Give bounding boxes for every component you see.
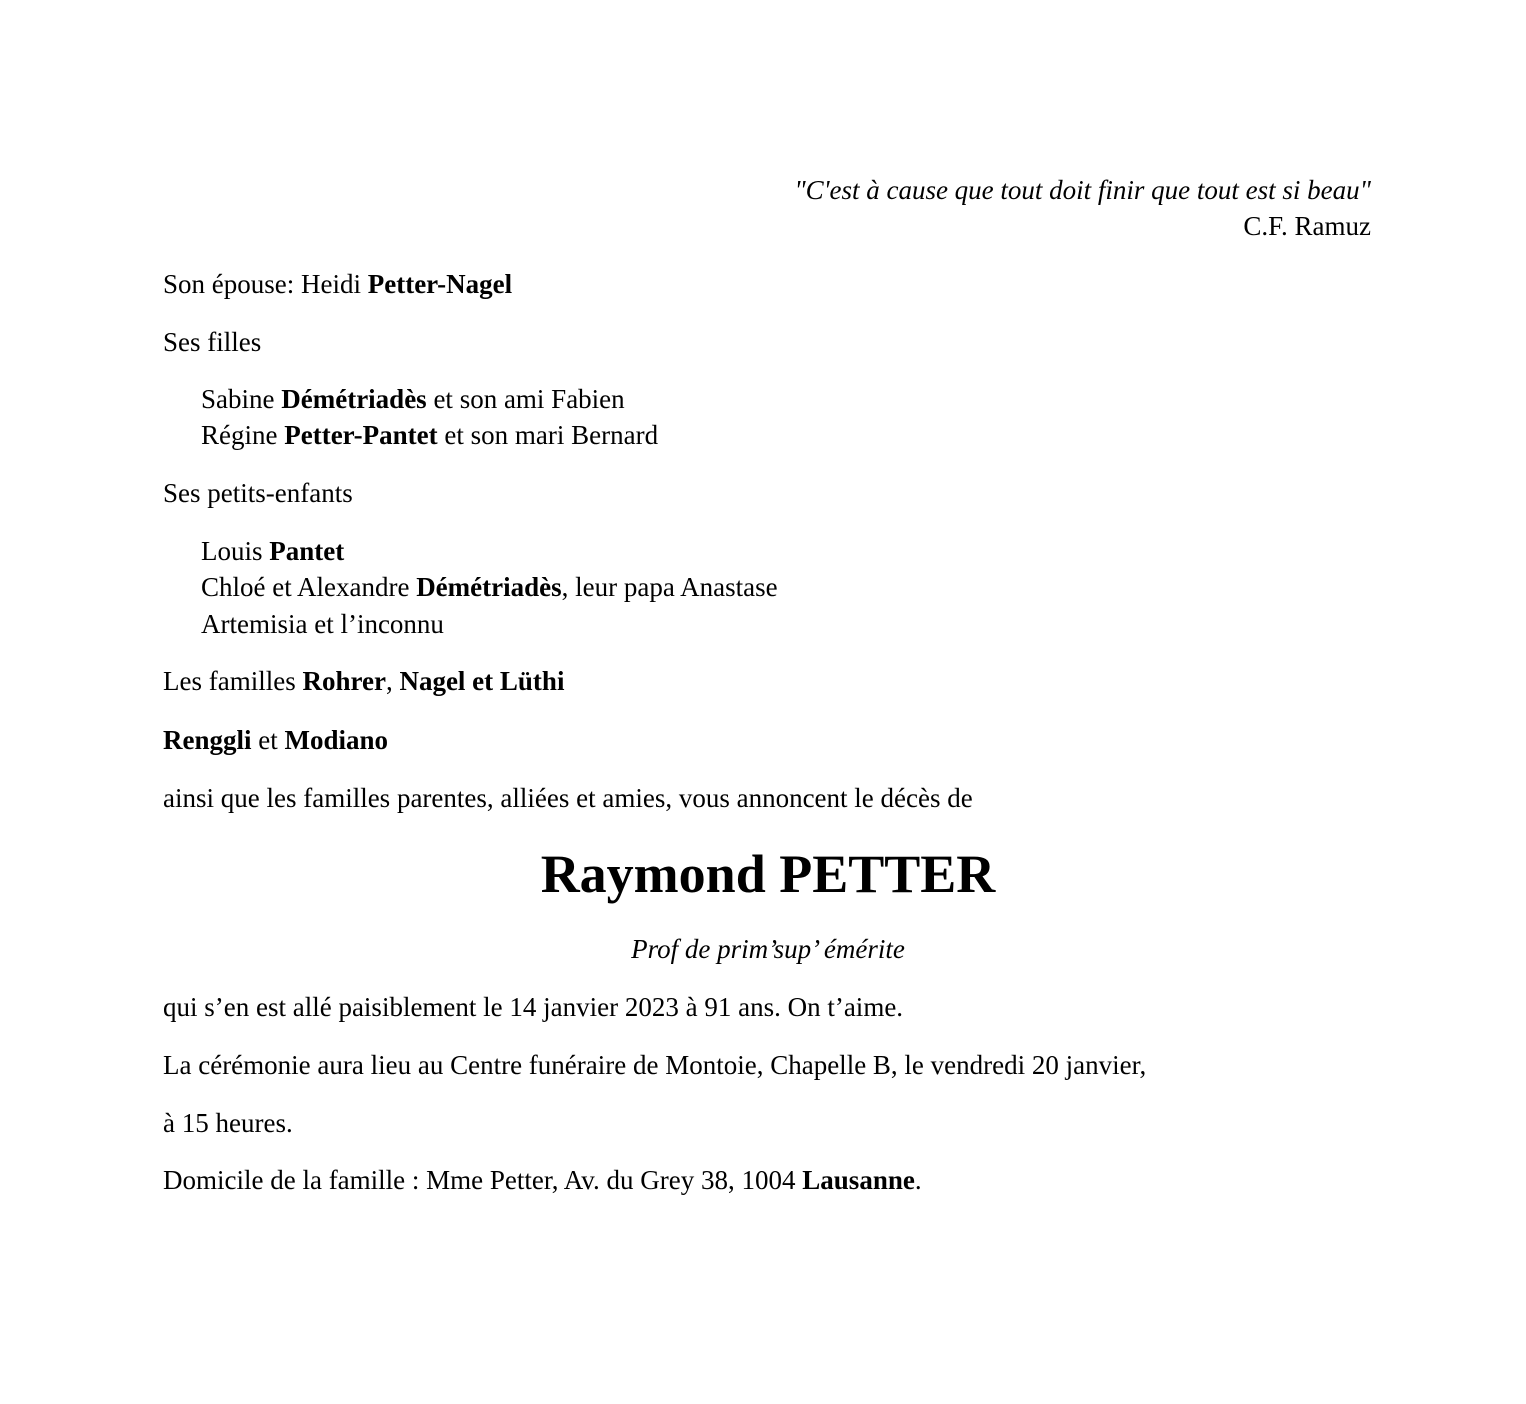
passing-statement: qui s’en est allé paisiblement le 14 janvier 2023 à 91 ans. On t’aime. <box>163 992 904 1022</box>
daughter-surname: Petter-Pantet <box>284 420 438 450</box>
daughter-item <box>201 419 658 451</box>
grandchildren-heading: Ses petits-enfants <box>163 478 353 508</box>
family-name: Nagel et Lüthi <box>399 666 565 696</box>
daughter-rest: et son ami Fabien <box>426 384 625 414</box>
deceased-title: Prof de prim’sup’ émérite <box>631 934 905 964</box>
announcement: ainsi que les familles parentes, alliées et amies, vous annoncent le décès de <box>163 783 973 813</box>
grandchild-first: Louis <box>201 536 270 566</box>
grandchild-surname: Démétriadès <box>416 572 562 602</box>
family-name: Modiano <box>284 725 389 755</box>
families-line-1 <box>163 665 564 697</box>
families-separator: , <box>385 666 400 696</box>
families-line-2 <box>163 724 388 756</box>
grandchild-rest: , leur papa Anastase <box>561 572 778 602</box>
domicile-city: Lausanne <box>802 1165 915 1195</box>
ceremony-time: à 15 heures. <box>163 1108 293 1138</box>
grandchild-surname: Pantet <box>269 536 345 566</box>
quote-author: C.F. Ramuz <box>1243 211 1371 241</box>
family-name: Renggli <box>163 725 252 755</box>
grandchild-first: Artemisia et l’inconnu <box>201 609 444 639</box>
domicile-suffix: . <box>914 1165 922 1195</box>
grandchild-first: Chloé et Alexandre <box>201 572 417 602</box>
daughter-rest: et son mari Bernard <box>437 420 659 450</box>
spouse-surname: Petter-Nagel <box>367 269 513 299</box>
deceased-name: Raymond PETTER <box>540 844 996 904</box>
families-separator: et <box>251 725 285 755</box>
quote-text: "C'est à cause que tout doit finir que tout est si beau" <box>794 175 1371 205</box>
spouse-prefix: Son épouse: Heidi <box>163 269 368 299</box>
ceremony-details: La cérémonie aura lieu au Centre funéraire de Montoie, Chapelle B, le vendredi 20 janvier, <box>163 1050 1147 1080</box>
grandchild-item <box>201 535 344 567</box>
family-name: Rohrer <box>302 666 386 696</box>
family-domicile <box>163 1164 922 1196</box>
daughter-first: Régine <box>201 420 285 450</box>
grandchild-item <box>201 571 778 603</box>
daughter-item <box>201 383 625 415</box>
families-prefix: Les familles <box>163 666 303 696</box>
daughter-first: Sabine <box>201 384 282 414</box>
spouse-line <box>163 268 512 300</box>
domicile-address: Domicile de la famille : Mme Petter, Av. du Grey 38, 1004 <box>163 1165 803 1195</box>
grandchild-item <box>201 608 444 640</box>
daughter-surname: Démétriadès <box>281 384 427 414</box>
daughters-heading: Ses filles <box>163 327 262 357</box>
